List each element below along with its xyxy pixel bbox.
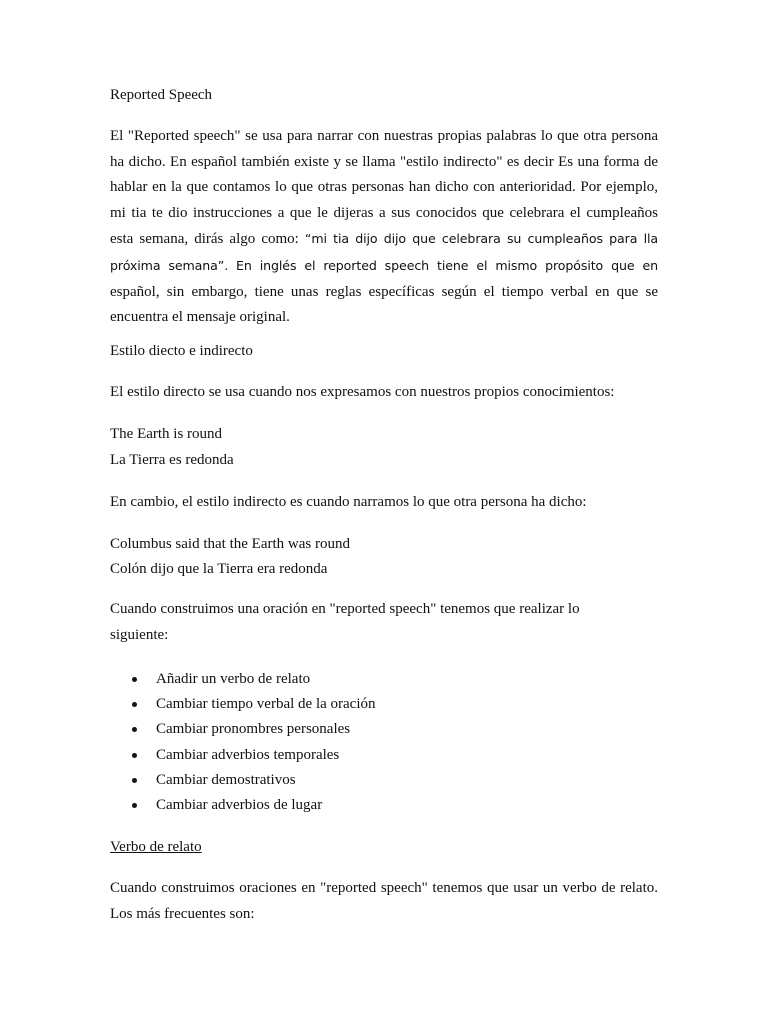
intro-paragraph bbox=[110, 124, 658, 331]
bullet-icon bbox=[132, 727, 137, 732]
example1-spanish: La Tierra es redonda bbox=[110, 452, 234, 468]
list-item-label: Cambiar adverbios temporales bbox=[156, 746, 340, 763]
steps-list bbox=[110, 667, 376, 818]
list-item bbox=[110, 667, 376, 692]
list-item-label: Cambiar pronombres personales bbox=[156, 721, 351, 738]
steps-intro: Cuando construimos una oración en "reported speech" tenemos que realizar lo siguiente: bbox=[110, 601, 580, 643]
list-item-label: Añadir un verbo de relato bbox=[156, 671, 311, 687]
list-item-label: Cambiar demostrativos bbox=[156, 771, 296, 788]
indirect-style-text: En cambio, el estilo indirecto es cuando narramos lo que otra persona ha dicho: bbox=[110, 494, 587, 510]
example2-spanish: Colón dijo que la Tierra era redonda bbox=[110, 561, 328, 577]
heading-verbo-de-relato: Verbo de relato bbox=[110, 839, 202, 855]
heading-direct-indirect: Estilo diecto e indirecto bbox=[110, 343, 253, 359]
verbo-paragraph: Cuando construimos oraciones en "reported speech" tenemos que usar un verbo de relato. Los más frecuentes son: bbox=[110, 880, 658, 922]
list-item-label: Cambiar tiempo verbal de la oración bbox=[156, 696, 376, 713]
list-item bbox=[110, 692, 376, 717]
list-item bbox=[110, 768, 376, 793]
intro-text-part3: español, sin embargo, tiene unas reglas específicas según el tiempo verbal en que se encuentra el mensaje original. bbox=[110, 283, 658, 326]
intro-text-part2: “mi tia dijo dijo que celebrara su cumpleaños para lla próxima semana”. En inglés el reported speech tiene el mismo propósito que en bbox=[110, 231, 658, 273]
example2-english: Columbus said that the Earth was round bbox=[110, 536, 350, 552]
intro-text-part1: El "Reported speech" se usa para narrar con nuestras propias palabras lo que otra persona ha dicho. En español también existe y se llama "estilo indirecto" es decir Es una forma de hablar en la que contamos lo que otras personas han dicho con anterioridad. Por ejemplo, mi tia te dio instrucciones a que le dijeras a sus conocidos que celebrara el cumpleaños esta semana, dirás algo como: bbox=[110, 128, 658, 248]
bullet-icon bbox=[132, 753, 137, 758]
bullet-icon bbox=[132, 702, 137, 707]
example1-english: The Earth is round bbox=[110, 426, 223, 442]
bullet-icon bbox=[132, 803, 137, 808]
list-item bbox=[110, 717, 376, 742]
document-title: Reported Speech bbox=[110, 87, 213, 103]
bullet-icon bbox=[132, 677, 137, 682]
list-item bbox=[110, 793, 376, 818]
list-item-label: Cambiar adverbios de lugar bbox=[156, 796, 323, 813]
direct-style-text: El estilo directo se usa cuando nos expresamos con nuestros propios conocimientos: bbox=[110, 384, 615, 400]
bullet-icon bbox=[132, 778, 137, 783]
list-item bbox=[110, 743, 376, 768]
